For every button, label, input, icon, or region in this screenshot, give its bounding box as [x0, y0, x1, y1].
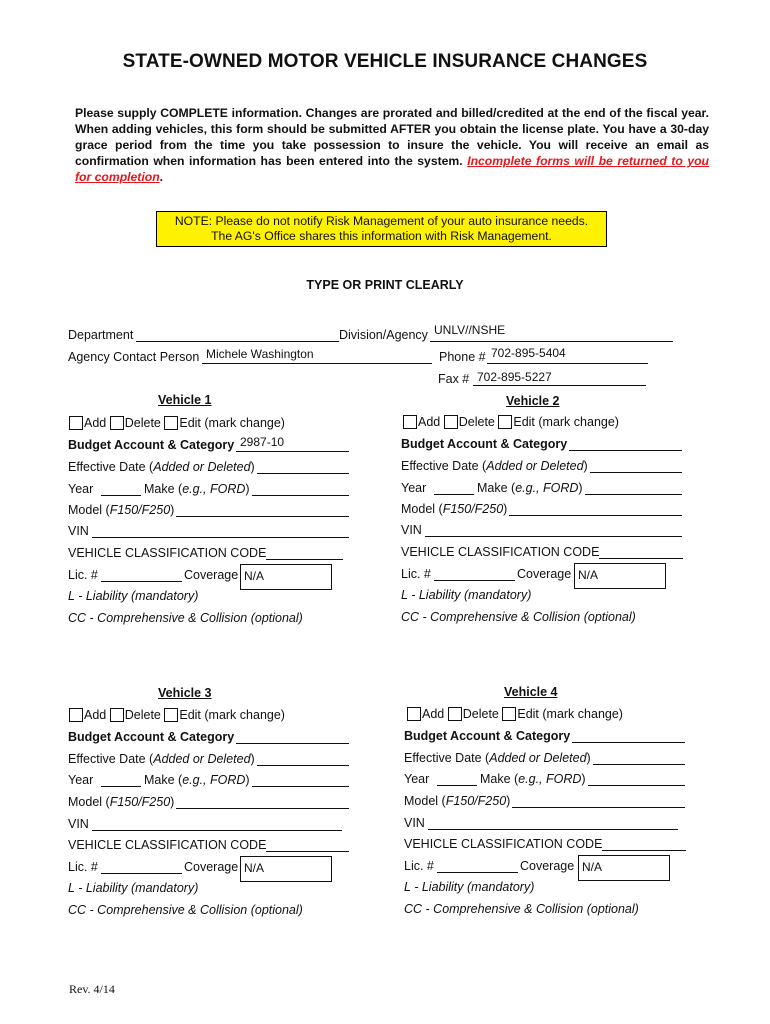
vehicle-2-actions	[403, 415, 619, 429]
vehicle-2-class-code-label: VEHICLE CLASSIFICATION CODE	[401, 545, 600, 559]
vehicle-4-effective-field[interactable]	[593, 764, 685, 765]
add-label: Add	[84, 416, 107, 430]
vehicle-3-edit-checkbox[interactable]	[164, 708, 178, 722]
edit-label: Edit (mark change)	[179, 416, 285, 430]
vehicle-2-vin-field[interactable]	[425, 536, 682, 537]
contact-person-label: Agency Contact Person	[68, 350, 200, 364]
vehicle-3-make-field[interactable]	[252, 786, 349, 787]
vehicle-4-lic-field[interactable]	[437, 872, 518, 873]
vehicle-2-budget-label: Budget Account & Category	[401, 437, 568, 451]
vehicle-1-model-label: Model (F150/F250)	[68, 503, 175, 517]
vehicle-4-comprehensive-note: CC - Comprehensive & Collision (optional)	[404, 902, 639, 916]
division-value[interactable]: UNLV//NSHE	[434, 323, 506, 337]
vehicle-4-actions	[407, 707, 623, 721]
vehicle-4-class-code-label: VEHICLE CLASSIFICATION CODE	[404, 837, 603, 851]
vehicle-1-vin-field[interactable]	[92, 537, 349, 538]
vehicle-1-make-label: Make (e.g., FORD)	[144, 482, 250, 496]
vehicle-3-actions	[69, 708, 285, 722]
vehicle-4-make-field[interactable]	[588, 785, 685, 786]
vehicle-4-model-label: Model (F150/F250)	[404, 794, 511, 808]
phone-field[interactable]	[487, 363, 648, 364]
vehicle-3-year-label: Year	[68, 773, 94, 787]
delete-label: Delete	[124, 708, 161, 722]
note-line-2: The AG's Office shares this information with Risk Management.	[211, 229, 552, 243]
vehicle-4-make-label: Make (e.g., FORD)	[480, 772, 586, 786]
vehicle-3-year-field[interactable]	[101, 786, 141, 787]
vehicle-2-make-field[interactable]	[585, 494, 682, 495]
vehicle-3-coverage-box[interactable]: N/A	[240, 856, 332, 882]
vehicle-4-coverage-label: Coverage	[520, 859, 575, 873]
vehicle-4-budget-field[interactable]	[572, 742, 685, 743]
phone-value[interactable]: 702-895-5404	[491, 346, 566, 360]
add-label: Add	[84, 708, 107, 722]
vehicle-3-effective-label: Effective Date (Added or Deleted)	[68, 752, 255, 766]
vehicle-4-vin-label: VIN	[404, 816, 425, 830]
edit-label: Edit (mark change)	[179, 708, 285, 722]
vehicle-2-year-label: Year	[401, 481, 427, 495]
fax-label: Fax #	[438, 372, 470, 386]
vehicle-1-delete-checkbox[interactable]	[110, 416, 124, 430]
vehicle-4-edit-checkbox[interactable]	[502, 707, 516, 721]
division-label: Division/Agency	[339, 328, 428, 342]
vehicle-1-comprehensive-note: CC - Comprehensive & Collision (optional)	[68, 611, 303, 625]
vehicle-1-add-checkbox[interactable]	[69, 416, 83, 430]
vehicle-4-delete-checkbox[interactable]	[448, 707, 462, 721]
vehicle-2-edit-checkbox[interactable]	[498, 415, 512, 429]
vehicle-3-title: Vehicle 3	[158, 686, 212, 700]
division-field[interactable]	[430, 341, 673, 342]
vehicle-1-class-code-field[interactable]	[266, 559, 343, 560]
department-label: Department	[68, 328, 134, 342]
vehicle-4-title: Vehicle 4	[504, 685, 558, 699]
add-label: Add	[418, 415, 441, 429]
vehicle-3-vin-field[interactable]	[92, 830, 342, 831]
vehicle-2-lic-label: Lic. #	[401, 567, 431, 581]
vehicle-3-budget-label: Budget Account & Category	[68, 730, 235, 744]
instructions	[75, 105, 709, 185]
vehicle-3-effective-field[interactable]	[257, 765, 349, 766]
vehicle-3-lic-field[interactable]	[101, 873, 182, 874]
vehicle-4-year-field[interactable]	[437, 785, 477, 786]
fax-value[interactable]: 702-895-5227	[477, 370, 552, 384]
vehicle-1-lic-label: Lic. #	[68, 568, 98, 582]
delete-label: Delete	[458, 415, 495, 429]
vehicle-1-model-field[interactable]	[176, 516, 349, 517]
vehicle-1-effective-label: Effective Date (Added or Deleted)	[68, 460, 255, 474]
incomplete-warning: Incomplete forms will be returned to you for completion	[75, 154, 709, 185]
vehicle-1-liability-note: L - Liability (mandatory)	[68, 589, 199, 603]
vehicle-4-lic-label: Lic. #	[404, 859, 434, 873]
vehicle-2-delete-checkbox[interactable]	[444, 415, 458, 429]
vehicle-3-coverage-label: Coverage	[184, 860, 239, 874]
vehicle-3-delete-checkbox[interactable]	[110, 708, 124, 722]
vehicle-3-budget-field[interactable]	[236, 743, 349, 744]
vehicle-2-liability-note: L - Liability (mandatory)	[401, 588, 532, 602]
instructions-end: .	[159, 170, 164, 185]
type-or-print-heading: TYPE OR PRINT CLEARLY	[306, 278, 464, 292]
revision-footer: Rev. 4/14	[69, 982, 115, 996]
add-label: Add	[422, 707, 445, 721]
vehicle-2-model-field[interactable]	[509, 515, 682, 516]
vehicle-1-coverage-label: Coverage	[184, 568, 239, 582]
vehicle-3-class-code-field[interactable]	[266, 851, 349, 852]
vehicle-2-comprehensive-note: CC - Comprehensive & Collision (optional)	[401, 610, 636, 624]
vehicle-1-effective-field[interactable]	[257, 473, 349, 474]
vehicle-2-class-code-field[interactable]	[599, 558, 683, 559]
vehicle-4-vin-field[interactable]	[428, 829, 678, 830]
vehicle-4-liability-note: L - Liability (mandatory)	[404, 880, 535, 894]
fax-field[interactable]	[473, 385, 646, 386]
form-title: STATE-OWNED MOTOR VEHICLE INSURANCE CHANGES	[122, 51, 648, 72]
vehicle-4-effective-label: Effective Date (Added or Deleted)	[404, 751, 591, 765]
vehicle-4-budget-label: Budget Account & Category	[404, 729, 571, 743]
edit-label: Edit (mark change)	[517, 707, 623, 721]
vehicle-1-coverage-box[interactable]: N/A	[240, 564, 332, 590]
vehicle-2-effective-field[interactable]	[590, 472, 682, 473]
vehicle-1-title: Vehicle 1	[158, 393, 212, 407]
edit-label: Edit (mark change)	[513, 415, 619, 429]
vehicle-3-model-field[interactable]	[176, 808, 349, 809]
vehicle-3-model-label: Model (F150/F250)	[68, 795, 175, 809]
department-field[interactable]	[136, 341, 339, 342]
vehicle-1-make-field[interactable]	[252, 495, 349, 496]
vehicle-2-title: Vehicle 2	[506, 394, 560, 408]
vehicle-4-year-label: Year	[404, 772, 430, 786]
vehicle-1-budget-label: Budget Account & Category	[68, 438, 235, 452]
vehicle-1-actions	[69, 416, 285, 430]
vehicle-1-class-code-label: VEHICLE CLASSIFICATION CODE	[68, 546, 267, 560]
vehicle-2-vin-label: VIN	[401, 523, 422, 537]
vehicle-1-budget-field[interactable]	[236, 451, 349, 452]
vehicle-3-make-label: Make (e.g., FORD)	[144, 773, 250, 787]
vehicle-1-lic-field[interactable]	[101, 581, 182, 582]
vehicle-2-lic-field[interactable]	[434, 580, 515, 581]
vehicle-1-edit-checkbox[interactable]	[164, 416, 178, 430]
instructions-text: Please supply COMPLETE information. Changes are prorated and billed/credited at the end of the fiscal year. When adding vehicles, this form should be submitted AFTER you obtain the license plate. You have a 30-day grace period from the time you take possession to insure the vehicle. You will receive an email as confirmation when information has been entered into the system.	[75, 106, 709, 169]
vehicle-3-liability-note: L - Liability (mandatory)	[68, 881, 199, 895]
phone-label: Phone #	[439, 350, 486, 364]
vehicle-1-year-field[interactable]	[101, 495, 141, 496]
vehicle-2-coverage-label: Coverage	[517, 567, 572, 581]
vehicle-2-model-label: Model (F150/F250)	[401, 502, 508, 516]
vehicle-1-year-label: Year	[68, 482, 94, 496]
vehicle-4-class-code-field[interactable]	[602, 850, 686, 851]
delete-label: Delete	[462, 707, 499, 721]
vehicle-3-lic-label: Lic. #	[68, 860, 98, 874]
vehicle-1-budget-value[interactable]: 2987-10	[240, 435, 285, 449]
vehicle-3-vin-label: VIN	[68, 817, 89, 831]
vehicle-2-year-field[interactable]	[434, 494, 474, 495]
vehicle-2-effective-label: Effective Date (Added or Deleted)	[401, 459, 588, 473]
vehicle-2-coverage-box[interactable]: N/A	[574, 563, 666, 589]
delete-label: Delete	[124, 416, 161, 430]
contact-person-value[interactable]: Michele Washington	[206, 347, 314, 361]
vehicle-2-add-checkbox[interactable]	[403, 415, 417, 429]
vehicle-3-class-code-label: VEHICLE CLASSIFICATION CODE	[68, 838, 267, 852]
vehicle-4-add-checkbox[interactable]	[407, 707, 421, 721]
contact-person-field[interactable]	[202, 363, 432, 364]
vehicle-1-vin-label: VIN	[68, 524, 89, 538]
vehicle-2-budget-field[interactable]	[569, 450, 682, 451]
vehicle-2-make-label: Make (e.g., FORD)	[477, 481, 583, 495]
vehicle-3-add-checkbox[interactable]	[69, 708, 83, 722]
risk-management-note	[156, 211, 607, 247]
vehicle-4-coverage-box[interactable]: N/A	[578, 855, 670, 881]
vehicle-4-model-field[interactable]	[512, 807, 685, 808]
note-line-1: NOTE: Please do not notify Risk Management of your auto insurance needs.	[174, 214, 589, 228]
vehicle-3-comprehensive-note: CC - Comprehensive & Collision (optional)	[68, 903, 303, 917]
